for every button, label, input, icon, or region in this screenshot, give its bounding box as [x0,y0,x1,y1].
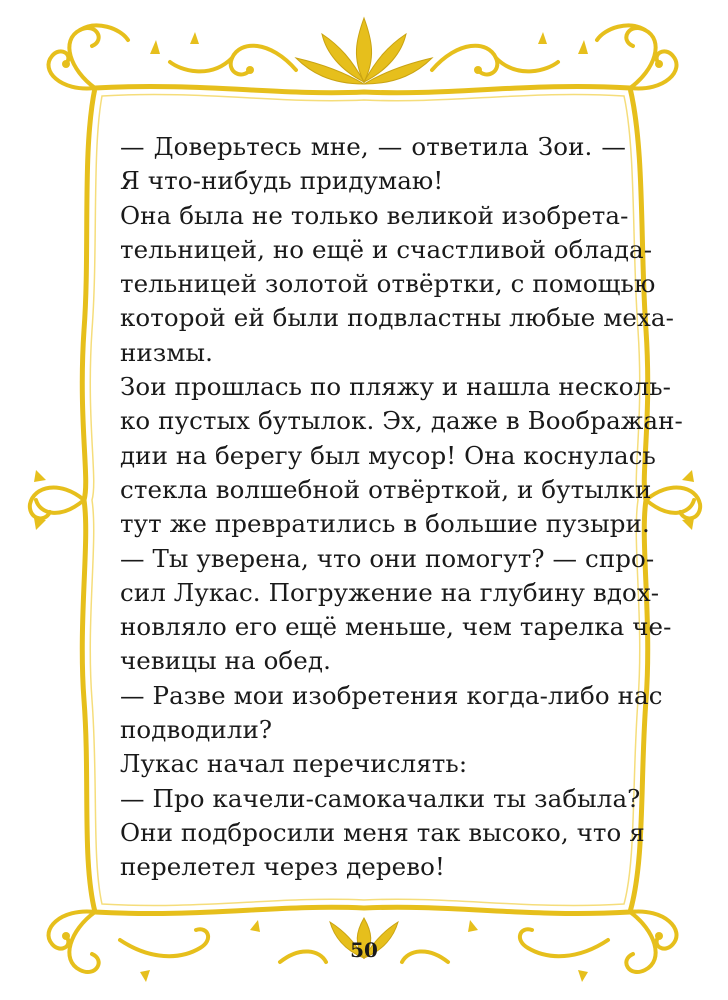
text-line: новляло его ещё меньше, чем тарелка че- [120,612,672,642]
text-line: Она была не только великой изобрета- [120,200,629,230]
body-text [120,130,683,885]
text-line: тут же превратились в большие пузыри. [120,509,650,539]
text-line: Я что-нибудь придумаю! [120,166,444,196]
text-line: тельницей золотой отвёртки, с помощью [120,269,656,299]
page-number: 50 [350,938,378,962]
text-line: перелетел через дерево! [120,852,445,882]
text-line: Они подбросили меня так высоко, что я [120,817,645,847]
text-line: — Доверьтесь мне, — ответила Зои. — [120,132,626,161]
text-line: стекла волшебной отвёрткой, и бутылки [120,474,652,504]
text-line: низмы. [120,337,213,367]
text-line: — Разве мои изобретения когда-либо нас [120,680,663,710]
text-line: которой ей были подвластны любые меха- [120,303,674,333]
text-line: — Ты уверена, что они помогут? — спро- [120,543,655,573]
text-line: дии на берегу был мусор! Она коснулась [120,440,656,470]
text-line: сил Лукас. Погружение на глубину вдох- [120,577,660,607]
text-line: Зои прошлась по пляжу и нашла несколь- [120,372,672,402]
top-ornament [296,18,432,84]
text-line: тельницей, но ещё и счастливой облада- [120,234,653,264]
text-line: чевицы на обед. [120,646,331,676]
text-line: ко пустых бутылок. Эх, даже в Воображан- [120,406,683,436]
text-line: — Про качели-самокачалки ты забыла? [120,783,641,813]
text-line: Лукас начал перечислять: [120,749,468,779]
text-line: подводили? [120,715,273,745]
